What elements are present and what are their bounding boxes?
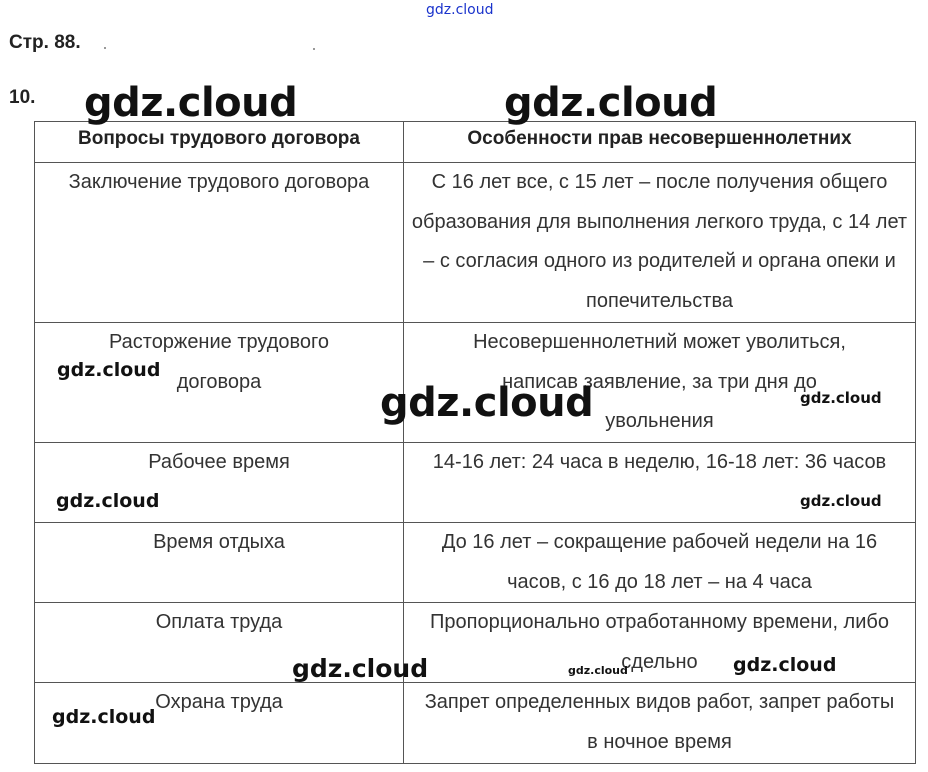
watermark: gdz.cloud xyxy=(380,380,594,426)
table-row xyxy=(35,443,916,523)
feature-cell: 14-16 лет: 24 часа в неделю, 16-18 лет: 36 часов xyxy=(404,443,916,523)
watermark: gdz.cloud xyxy=(568,664,628,677)
watermark: gdz.cloud xyxy=(733,654,837,676)
column-header: Особенности прав несовершеннолетних xyxy=(404,122,916,163)
feature-cell: Несовершеннолетний может уволиться, написав заявление, за три дня до увольнения xyxy=(404,323,916,443)
watermark: gdz.cloud xyxy=(57,359,161,381)
watermark: gdz.cloud xyxy=(800,389,882,407)
feature-cell: Запрет определенных видов работ, запрет работы в ночное время xyxy=(404,683,916,764)
question-cell: Рабочее время xyxy=(35,443,404,523)
stray-dot xyxy=(313,48,315,50)
question-cell: Расторжение трудового договора xyxy=(35,323,404,443)
question-cell: Время отдыха xyxy=(35,523,404,603)
watermark: gdz.cloud xyxy=(800,492,882,510)
feature-cell: До 16 лет – сокращение рабочей недели на 16 часов, с 16 до 18 лет – на 4 часа xyxy=(404,523,916,603)
task-number: 10. xyxy=(9,87,36,108)
watermark: gdz.cloud xyxy=(292,654,429,683)
watermark: gdz.cloud xyxy=(56,490,160,512)
watermark: gdz.cloud xyxy=(84,80,298,126)
watermark: gdz.cloud xyxy=(52,706,156,728)
table-header-row xyxy=(35,122,916,163)
feature-cell: Пропорционально отработанному времени, либо сдельно xyxy=(404,603,916,683)
watermark: gdz.cloud xyxy=(426,2,494,18)
question-cell: Заключение трудового договора xyxy=(35,163,404,323)
feature-cell: С 16 лет все, с 15 лет – после получения общего образования для выполнения легкого труда, с 14 лет – с согласия одного из родителей и органа опеки и попечительства xyxy=(404,163,916,323)
table-row xyxy=(35,163,916,323)
question-cell: Оплата труда xyxy=(35,603,404,683)
table-row xyxy=(35,523,916,603)
stray-dot xyxy=(104,47,106,49)
watermark: gdz.cloud xyxy=(504,80,718,126)
question-cell: Охрана труда xyxy=(35,683,404,764)
table-row xyxy=(35,683,916,764)
page-reference: Стр. 88. xyxy=(9,32,81,53)
column-header: Вопросы трудового договора xyxy=(35,122,404,163)
